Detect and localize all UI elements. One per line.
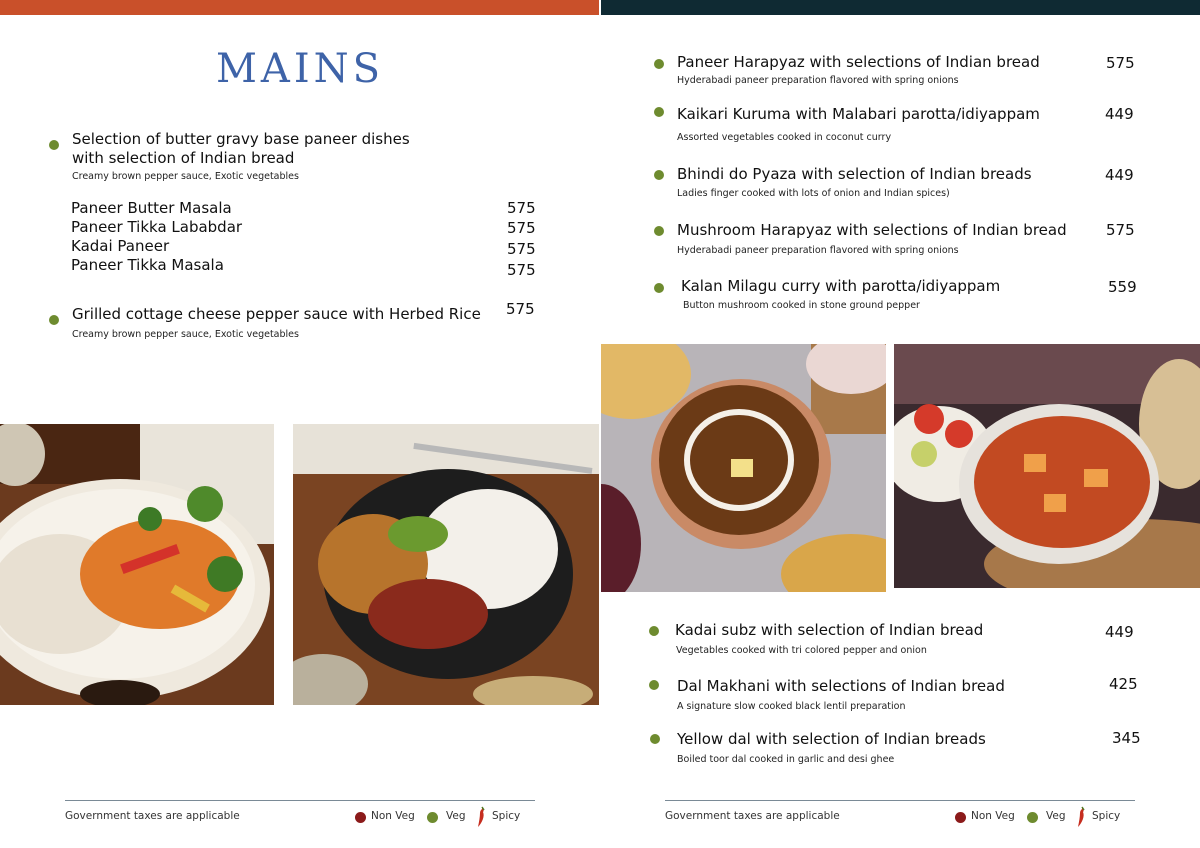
- menu-item-description: Hyderabadi paneer preparation flavored with spring onions: [677, 75, 959, 86]
- spicy-legend-label: Spicy: [492, 810, 521, 822]
- veg-rice-bowl-photo: [0, 424, 274, 705]
- paneer-curry-photo: [894, 344, 1200, 588]
- menu-item-description: Creamy brown pepper sauce, Exotic vegetables: [72, 329, 299, 340]
- menu-item-description: Creamy brown pepper sauce, Exotic vegetables: [72, 171, 299, 182]
- menu-item-description: Button mushroom cooked in stone ground pepper: [683, 300, 920, 311]
- menu-item-price: 449: [1105, 105, 1134, 123]
- veg-legend-label: Veg: [446, 810, 466, 822]
- menu-item-name: Yellow dal with selection of Indian breads: [677, 730, 986, 748]
- top-color-bar-right: [601, 0, 1200, 15]
- menu-item-name: Kadai subz with selection of Indian bread: [675, 621, 984, 639]
- menu-item-description: Assorted vegetables cooked in coconut curry: [677, 132, 892, 143]
- menu-item-name: Mushroom Harapyaz with selections of Indian bread: [677, 221, 1067, 239]
- menu-item-description: Hyderabadi paneer preparation flavored with spring onions: [677, 245, 959, 256]
- sub-item-price: 575: [507, 261, 536, 279]
- spicy-chili-icon: [1075, 806, 1087, 828]
- menu-item-name: Grilled cottage cheese pepper sauce with Herbed Rice: [72, 305, 481, 323]
- menu-item-description: A signature slow cooked black lentil preparation: [677, 701, 906, 712]
- menu-item-price: 559: [1108, 278, 1137, 296]
- non-veg-legend-icon: [355, 812, 366, 823]
- veg-legend-label: Veg: [1046, 810, 1066, 822]
- page-title: MAINS: [215, 46, 385, 92]
- sub-item-price: 575: [507, 219, 536, 237]
- dal-makhani-photo: [601, 344, 886, 592]
- menu-item-name: Kalan Milagu curry with parotta/idiyappam: [681, 277, 1001, 295]
- menu-item-description: Boiled toor dal cooked in garlic and desi ghee: [677, 754, 895, 765]
- menu-item-name: Selection of butter gravy base paneer dishes: [72, 130, 410, 148]
- veg-indicator-icon: [649, 680, 659, 690]
- menu-item-name: Dal Makhani with selections of Indian bread: [677, 677, 1005, 695]
- veg-indicator-icon: [49, 140, 59, 150]
- menu-item-price: 575: [1106, 54, 1135, 72]
- footer-divider: [65, 800, 535, 801]
- tax-note: Government taxes are applicable: [665, 810, 840, 822]
- menu-item-price: 345: [1112, 729, 1141, 747]
- veg-indicator-icon: [654, 283, 664, 293]
- tax-note: Government taxes are applicable: [65, 810, 240, 822]
- menu-item-name: with selection of Indian bread: [72, 149, 295, 167]
- veg-legend-icon: [427, 812, 438, 823]
- veg-indicator-icon: [650, 734, 660, 744]
- non-veg-legend-icon: [955, 812, 966, 823]
- veg-indicator-icon: [649, 626, 659, 636]
- sub-item-price: 575: [507, 240, 536, 258]
- sub-item-name: Kadai Paneer: [71, 237, 170, 255]
- menu-item-name: Bhindi do Pyaza with selection of Indian breads: [677, 165, 1032, 183]
- menu-item-price: 449: [1105, 623, 1134, 641]
- veg-indicator-icon: [654, 59, 664, 69]
- sub-item-name: Paneer Tikka Masala: [71, 256, 224, 274]
- veg-legend-icon: [1027, 812, 1038, 823]
- veg-indicator-icon: [654, 107, 664, 117]
- paneer-rice-bowl-photo: [293, 424, 599, 705]
- spicy-legend-label: Spicy: [1092, 810, 1121, 822]
- menu-item-price: 575: [506, 300, 535, 318]
- menu-item-price: 575: [1106, 221, 1135, 239]
- sub-item-name: Paneer Butter Masala: [71, 199, 232, 217]
- menu-item-name: Kaikari Kuruma with Malabari parotta/idiyappam: [677, 105, 1040, 123]
- veg-indicator-icon: [654, 170, 664, 180]
- veg-indicator-icon: [654, 226, 664, 236]
- sub-item-name: Paneer Tikka Lababdar: [71, 218, 243, 236]
- non-veg-legend-label: Non Veg: [971, 810, 1015, 822]
- top-color-bar-left: [0, 0, 599, 15]
- menu-item-price: 425: [1109, 675, 1138, 693]
- veg-indicator-icon: [49, 315, 59, 325]
- menu-item-description: Vegetables cooked with tri colored pepper and onion: [676, 645, 927, 656]
- menu-item-price: 449: [1105, 166, 1134, 184]
- footer-divider: [665, 800, 1135, 801]
- spicy-chili-icon: [475, 806, 487, 828]
- non-veg-legend-label: Non Veg: [371, 810, 415, 822]
- menu-item-description: Ladies finger cooked with lots of onion and Indian spices): [677, 188, 950, 199]
- menu-item-name: Paneer Harapyaz with selections of Indian bread: [677, 53, 1040, 71]
- sub-item-price: 575: [507, 199, 536, 217]
